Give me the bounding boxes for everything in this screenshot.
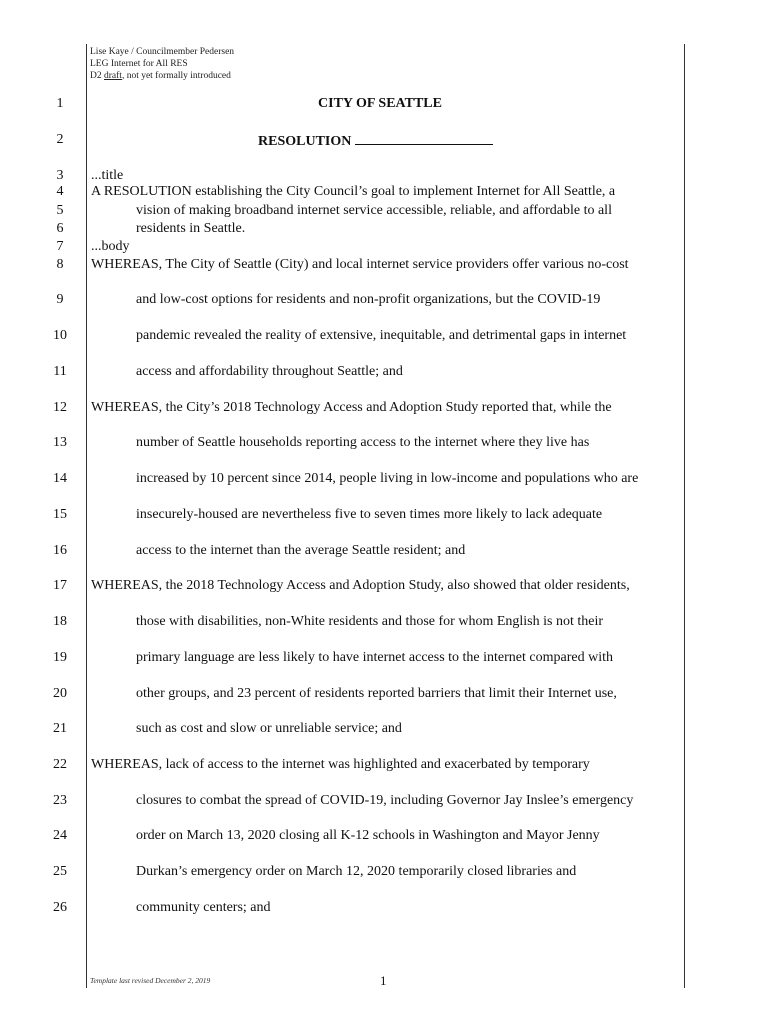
document-title: CITY OF SEATTLE — [318, 96, 442, 111]
line-text: WHEREAS, lack of access to the internet was highlighted and exacerbated by temporary — [91, 757, 590, 772]
line-text: access to the internet than the average Seattle resident; and — [136, 543, 466, 558]
line-text: residents in Seattle. — [136, 221, 246, 236]
resolution-number-blank — [355, 132, 493, 145]
line-number: 8 — [56, 257, 64, 272]
line-text: access and affordability throughout Seattle; and — [136, 364, 403, 379]
line-number: 24 — [53, 828, 67, 843]
line-number: 26 — [53, 900, 67, 915]
line-number: 7 — [56, 239, 64, 254]
line-number: 23 — [53, 793, 67, 808]
line-text: closures to combat the spread of COVID-19, including Governor Jay Inslee’s emergency — [136, 793, 634, 808]
line-number: 12 — [53, 400, 67, 415]
header-status-suffix: , not yet formally introduced — [121, 71, 231, 81]
line-text: those with disabilities, non-White residents and those for whom English is not their — [136, 614, 603, 629]
line-text: such as cost and slow or unreliable service; and — [136, 721, 402, 736]
line-number: 1 — [56, 96, 64, 111]
document-header — [90, 46, 234, 82]
line-text: insecurely-housed are nevertheless five to seven times more likely to lack adequate — [136, 507, 603, 522]
header-status-draft: draft — [104, 71, 122, 81]
line-text: WHEREAS, The City of Seattle (City) and local internet service providers offer various no-cost — [91, 257, 629, 272]
right-margin-rule — [684, 44, 685, 988]
line-number: 17 — [53, 578, 67, 593]
line-text: order on March 13, 2020 closing all K-12 schools in Washington and Mayor Jenny — [136, 828, 600, 843]
line-number: 15 — [53, 507, 67, 522]
line-number: 5 — [56, 203, 64, 218]
line-text: WHEREAS, the 2018 Technology Access and Adoption Study, also showed that older residents, — [91, 578, 630, 593]
line-text: pandemic revealed the reality of extensive, inequitable, and detrimental gaps in internet — [136, 328, 627, 343]
line-text: ...body — [91, 239, 130, 254]
line-text: other groups, and 23 percent of residents reported barriers that limit their Internet use, — [136, 686, 617, 701]
line-number: 20 — [53, 686, 67, 701]
line-number: 3 — [56, 168, 64, 183]
line-number: 11 — [53, 364, 67, 379]
line-text: WHEREAS, the City’s 2018 Technology Access and Adoption Study reported that, while the — [91, 400, 612, 415]
page-number: 1 — [380, 973, 387, 988]
line-number: 16 — [53, 543, 67, 558]
header-file: LEG Internet for All RES — [90, 59, 188, 69]
line-number: 25 — [53, 864, 67, 879]
line-text: and low-cost options for residents and non-profit organizations, but the COVID-19 — [136, 292, 601, 307]
left-margin-rule — [86, 44, 87, 988]
line-number: 4 — [56, 184, 64, 199]
resolution-heading — [258, 132, 493, 150]
line-number: 9 — [56, 292, 64, 307]
header-status-prefix: D2 — [90, 71, 104, 81]
line-number: 21 — [53, 721, 67, 736]
template-footer: Template last revised December 2, 2019 — [90, 976, 211, 985]
line-number: 22 — [53, 757, 67, 772]
line-text: increased by 10 percent since 2014, people living in low-income and populations who are — [136, 471, 639, 486]
line-number: 2 — [56, 132, 64, 147]
line-number: 6 — [56, 221, 64, 236]
line-text: Durkan’s emergency order on March 12, 2020 temporarily closed libraries and — [136, 864, 577, 879]
line-text: community centers; and — [136, 900, 271, 915]
line-number: 10 — [53, 328, 67, 343]
line-text: number of Seattle households reporting access to the internet where they live has — [136, 435, 590, 450]
header-author: Lise Kaye / Councilmember Pedersen — [90, 47, 235, 57]
resolution-label: RESOLUTION — [258, 134, 352, 149]
header-status — [90, 70, 234, 82]
line-text: ...title — [91, 168, 124, 183]
line-number: 19 — [53, 650, 67, 665]
line-number: 14 — [53, 471, 67, 486]
line-text: A RESOLUTION establishing the City Council’s goal to implement Internet for All Seattle, a — [91, 184, 616, 199]
line-text: vision of making broadband internet service accessible, reliable, and affordable to all — [136, 203, 612, 218]
line-number: 13 — [53, 435, 67, 450]
line-text: primary language are less likely to have internet access to the internet compared with — [136, 650, 613, 665]
line-number: 18 — [53, 614, 67, 629]
